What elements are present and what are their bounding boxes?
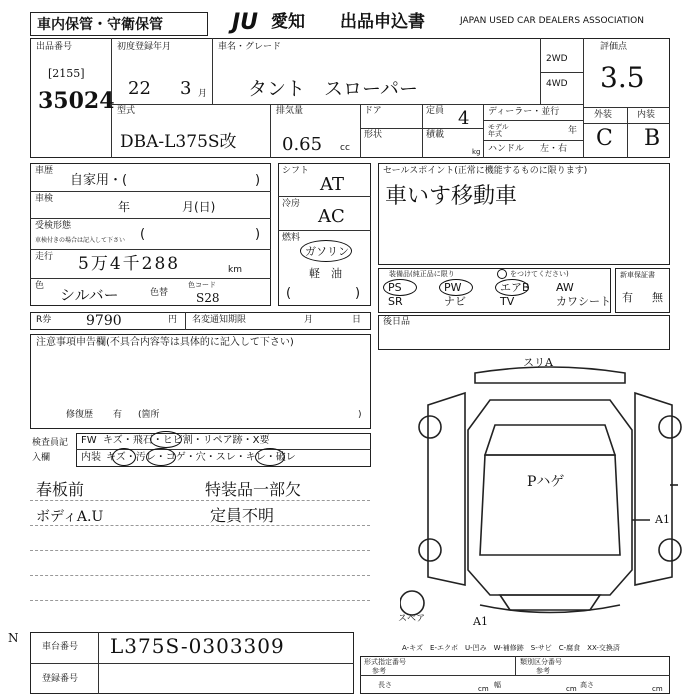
displacement-value: 0.65 [282, 134, 323, 155]
history-label: 車歴 [35, 166, 54, 176]
registration-limit-day: 日 [352, 315, 362, 325]
spare-label: スペア [398, 614, 426, 624]
rating-label: 評価点 [600, 42, 628, 52]
fuel-diesel: 軽 油 [309, 267, 342, 280]
accept-label: 受検形態 [35, 221, 72, 231]
left-side-outline [428, 393, 465, 585]
chassis-label: 車台番号 [42, 642, 79, 652]
length-unit: cm [478, 685, 489, 693]
first-reg-year: 22 [128, 78, 151, 99]
wheel-rear-left [419, 539, 441, 561]
width-label: 幅 [494, 681, 501, 689]
length-label: 長さ [378, 681, 392, 689]
inspection-month: 月(日) [182, 200, 216, 214]
fuel-gasoline: ガソリン [305, 245, 349, 258]
hood-mark: Pハゲ [527, 474, 565, 490]
equipment-item: PW [444, 281, 462, 294]
equipment-check-circle [495, 279, 529, 296]
lot-number: 35024 [38, 88, 115, 114]
wheel-front-left [419, 416, 441, 438]
color-change-label: 色替 [150, 288, 169, 298]
accept-close: ) [255, 227, 261, 242]
roof-mark: スリA [523, 356, 553, 369]
repair-close: ) [358, 410, 362, 420]
inspector-row2-label: 内装 [81, 452, 101, 463]
inspector-row2-items: キズ・汚レ・コゲ・穴・スレ・キレ・破レ [106, 452, 296, 463]
accept-open: ( [140, 227, 146, 242]
stone-chip-circle [150, 431, 182, 448]
equipment-check-circle [439, 279, 473, 296]
height-unit: cm [652, 685, 663, 693]
after-day-label: 後日品 [383, 317, 411, 327]
car-name-value: タント スローパー [248, 78, 419, 100]
mileage-unit: km [228, 265, 242, 275]
first-reg-label: 初度登録年月 [117, 42, 172, 52]
width-unit: cm [566, 685, 577, 693]
color-label: 色 [35, 281, 45, 291]
door-label: ドア [364, 106, 382, 116]
accept-sub-label: 車検付きの場合は記入して下さい [35, 237, 126, 244]
sales-point-label: セールスポイント(正常に機能するものに限ります) [383, 166, 588, 176]
right-side-outline [635, 393, 672, 585]
recycle-unit: 円 [168, 315, 178, 325]
color-code: S28 [196, 291, 220, 305]
history-value: 自家用・( [70, 173, 128, 188]
chassis-value: L375S-0303309 [110, 634, 285, 658]
warranty-no: 無 [652, 291, 663, 304]
sheet-title: 出品申込書 [340, 12, 425, 32]
note-line1-right: 特装品一部欠 [205, 480, 302, 499]
repair-label: 修復歴 [66, 410, 94, 420]
mileage-label: 走行 [35, 252, 54, 262]
handle-label: ハンドル [488, 144, 525, 154]
note-line2-left: ボディA.U [36, 509, 104, 525]
ac-value: AC [318, 206, 345, 227]
exterior-grade: C [596, 126, 613, 151]
type-label: 類別区分番号 [520, 658, 562, 666]
first-reg-month-unit: 月 [198, 89, 208, 99]
sales-point-box [378, 163, 670, 265]
recycle-value: 9790 [86, 313, 122, 329]
hood-outline [480, 455, 620, 555]
exterior-label: 外装 [594, 110, 613, 120]
registration-limit-label: 名変通知期限 [192, 315, 247, 325]
note-line2-right: 定員不明 [210, 506, 275, 525]
type-note: 参考 [536, 667, 550, 675]
association-en: JAPAN USED CAR DEALERS ASSOCIATION [460, 16, 644, 26]
capacity-value: 4 [458, 108, 470, 129]
warranty-label: 新車保証書 [620, 271, 655, 279]
repair-value: 有 [113, 410, 123, 420]
notes-label: 注意事項申告欄(不具合内容等は具体的に記入して下さい) [36, 337, 294, 348]
model-label: 型式 [117, 106, 136, 116]
wheel-rear-right [659, 539, 681, 561]
rear-bumper [480, 605, 620, 613]
wheel-front-right [659, 416, 681, 438]
registration-limit-month: 月 [304, 315, 314, 325]
storage-label-box [30, 12, 208, 36]
color-code-label: 色コード [188, 281, 216, 289]
equipment-item: AW [556, 281, 574, 294]
car-name-label: 車名・グレード [218, 42, 282, 52]
lot-label: 出品番号 [36, 42, 73, 52]
equipment-item: カワシート [556, 295, 611, 308]
storage-label: 車内保管・守衛保管 [37, 17, 163, 33]
warranty-yes: 有 [622, 291, 633, 304]
spec-note: 参考 [372, 667, 386, 675]
spec-label: 形式指定番号 [364, 658, 406, 666]
history-close: ) [255, 173, 261, 188]
mileage-value: 5万4千288 [78, 254, 181, 274]
inspection-label: 車検 [35, 194, 54, 204]
model-year-unit: 年 [568, 126, 578, 136]
load-label: 積載 [426, 130, 445, 140]
body-outline [468, 400, 632, 595]
side-mark: A1 [655, 513, 670, 526]
equipment-check-circle [383, 279, 417, 296]
scratch-circle [112, 448, 136, 466]
equipment-item: ナビ [444, 295, 466, 308]
capacity-label: 定員 [426, 106, 445, 116]
handle-options: 左・右 [540, 144, 568, 154]
displacement-unit: cc [340, 143, 350, 153]
sales-point-value: 車いす移動車 [385, 184, 518, 209]
lot-sub-number: [2155] [48, 67, 85, 80]
recycle-label: R券 [36, 315, 52, 325]
height-label: 高さ [580, 681, 594, 689]
model-value: DBA-L375S改 [120, 132, 237, 152]
displacement-label: 排気量 [276, 106, 304, 116]
front-bumper [500, 595, 600, 610]
equipment-mark-circle [497, 269, 507, 279]
inspector-label: 検査員記入欄 [32, 438, 69, 463]
inspection-year: 年 [118, 200, 131, 214]
equipment-label-suffix: をつけてください) [510, 270, 569, 278]
windshield [485, 425, 615, 455]
equipment-item: エアB [500, 281, 530, 294]
repair-detail-open: (箇所 [138, 410, 160, 420]
equipment-item: PS [388, 281, 402, 294]
org-name: 愛知 [271, 12, 305, 32]
chassis-prefix-mark: N [8, 631, 19, 645]
reg-number-label: 登録番号 [42, 674, 79, 684]
equipment-item: SR [388, 295, 403, 308]
four-wd: 4WD [546, 79, 568, 89]
equipment-item: TV [500, 295, 515, 308]
model-year-label: モデル年式 [488, 123, 509, 138]
dealer-label: ディーラー・並行 [488, 107, 560, 117]
inspector-row1-label: FW [81, 435, 97, 446]
rating-score: 3.5 [600, 61, 645, 94]
shift-label: シフト [282, 166, 310, 176]
shift-value: AT [320, 174, 345, 195]
inspector-row1-items: キズ・飛石・ヒビ割・リペア跡・X要 [103, 435, 270, 446]
door-shape-label: 形状 [364, 130, 383, 140]
fuel-close: ) [355, 286, 361, 301]
ac-label: 冷房 [282, 199, 301, 209]
interior-grade: B [644, 126, 661, 151]
load-unit: kg [472, 148, 481, 156]
fuel-open: ( [286, 286, 292, 301]
car-damage-diagram [400, 355, 700, 635]
ju-logo: JU [232, 10, 259, 35]
damage-legend: A-キズ E-エクボ U-凹み W-補修跡 S-サビ C-腐食 XX-交換済 [402, 644, 620, 652]
dirt-circle [146, 448, 176, 466]
equipment-label: 装備品(純正品に限り [389, 270, 455, 278]
after-day-box [378, 315, 670, 350]
note-line1-left: 春板前 [36, 480, 85, 499]
spare-tire [400, 591, 424, 615]
rear-mark: A1 [473, 615, 488, 628]
vehicle-info-table [30, 163, 271, 306]
scuff-circle [255, 448, 285, 466]
color-value: シルバー [60, 286, 119, 304]
interior-label: 内装 [637, 110, 656, 120]
roof-outline [475, 367, 625, 383]
first-reg-month: 3 [180, 78, 192, 99]
two-wd: 2WD [546, 54, 568, 64]
fuel-label: 燃料 [282, 233, 301, 243]
